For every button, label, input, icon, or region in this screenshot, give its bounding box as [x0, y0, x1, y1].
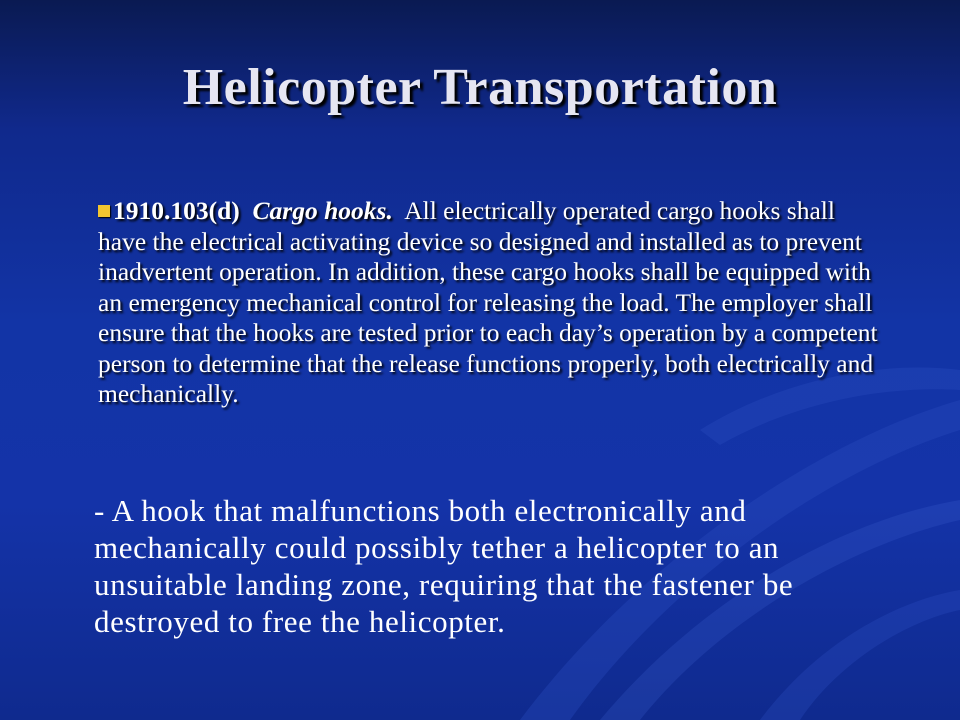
square-bullet-icon: [98, 205, 110, 217]
bullet-paragraph: [98, 196, 878, 410]
slide-title: Helicopter Transportation: [182, 59, 778, 116]
regulation-heading: Cargo hooks.: [252, 196, 393, 225]
regulation-code: 1910.103(d): [113, 196, 240, 225]
commentary-note: - A hook that malfunctions both electronically and mechanically could possibly tether a helicopter to an unsuitable landing zone, requiring that the fastener be destroyed to free the helicopter.: [94, 493, 794, 639]
regulation-text: All electrically operated cargo hooks shall have the electrical activating device so designed and installed as to prevent inadvertent operation. In addition, these cargo hooks shall be equipped with an emergency mechanical control for releasing the load. The employer shall ensure that the hooks are tested prior to each day’s operation by a competent person to determine that the release functions properly, both electrically and mechanically.: [98, 196, 878, 408]
